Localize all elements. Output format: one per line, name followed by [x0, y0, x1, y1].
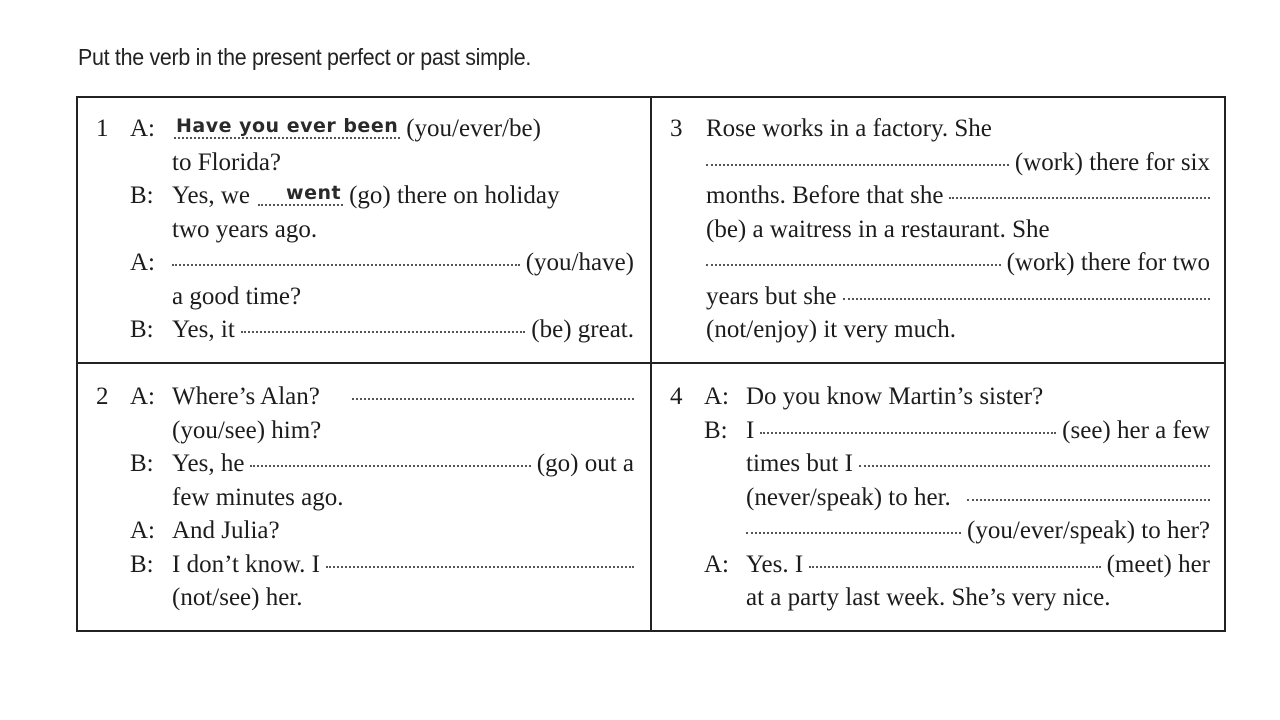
dialogue-text: Yes, he	[172, 450, 245, 477]
ex2-line-4	[78, 481, 650, 515]
exercise-grid	[76, 96, 1226, 632]
ex4-line-2	[652, 414, 1226, 448]
ex4-line-1	[652, 380, 1226, 414]
ex1-line-2	[78, 146, 650, 180]
answer-blank[interactable]	[250, 465, 530, 467]
dialogue-text: And Julia?	[172, 517, 280, 544]
verb-prompt: (see) her a few	[1062, 416, 1210, 444]
exercise-4	[652, 380, 1226, 615]
grid-horizontal-divider	[78, 362, 1224, 364]
dialogue-text: Yes, it	[172, 316, 235, 343]
dialogue-text: (be) a waitress in a restaurant. She	[706, 215, 1050, 243]
verb-prompt: (you/ever/speak) to her?	[967, 517, 1210, 544]
answer-blank[interactable]	[352, 398, 634, 400]
dialogue-text: Where’s Alan?	[172, 383, 320, 410]
dialogue-text: to Florida?	[172, 148, 282, 176]
ex1-line-6	[78, 280, 650, 314]
ex3-line-4	[652, 213, 1226, 247]
ex2-line-3	[78, 447, 650, 481]
speaker-label: B:	[130, 550, 154, 578]
exercise-number: 3	[670, 115, 683, 142]
verb-prompt: (you/have)	[525, 249, 634, 276]
ex1-line-1	[78, 112, 650, 146]
speaker-label: B:	[130, 316, 154, 343]
ex1-line-7	[78, 313, 650, 347]
answer-blank[interactable]	[949, 197, 1210, 199]
ex4-line-4	[652, 481, 1226, 515]
verb-prompt: (work) there for six	[1014, 148, 1210, 176]
dialogue-text: (not/enjoy) it very much.	[706, 316, 956, 343]
speaker-label: B:	[130, 450, 154, 477]
dialogue-text: two years ago.	[172, 215, 318, 243]
answer-blank[interactable]	[760, 432, 1056, 434]
speaker-label: A:	[130, 383, 155, 410]
ex3-line-5	[652, 246, 1226, 280]
exercise-1	[78, 112, 650, 347]
ex3-line-1	[652, 112, 1226, 146]
speaker-label: A:	[130, 115, 155, 142]
ex4-line-7	[652, 581, 1226, 615]
answer-blank[interactable]	[326, 566, 634, 568]
answer-blank[interactable]	[746, 532, 961, 534]
dialogue-text: (never/speak) to her.	[746, 483, 951, 511]
handwritten-answer[interactable]: Have you ever been	[176, 115, 399, 137]
ex3-line-6	[652, 280, 1226, 314]
handwritten-answer[interactable]: went	[258, 182, 343, 206]
verb-prompt: (be) great.	[531, 316, 634, 343]
ex1-line-4	[78, 213, 650, 247]
ex4-line-3	[652, 447, 1226, 481]
ex2-line-1	[78, 380, 650, 414]
speaker-label: B:	[704, 416, 728, 444]
answer-blank[interactable]	[706, 264, 1001, 266]
verb-prompt: (go) there on holiday	[349, 182, 560, 209]
answer-blank[interactable]	[809, 566, 1100, 568]
dialogue-text: years but she	[706, 282, 837, 310]
ex4-line-5	[652, 514, 1226, 548]
dialogue-text: Rose works in a factory. She	[706, 115, 992, 142]
answer-blank[interactable]	[706, 164, 1009, 166]
speaker-label: B:	[130, 182, 154, 209]
answer-blank[interactable]	[859, 465, 1210, 467]
exercise-number: 2	[96, 383, 109, 410]
ex1-line-5	[78, 246, 650, 280]
speaker-label: A:	[704, 550, 729, 578]
ex4-line-6	[652, 548, 1226, 582]
dialogue-text: months. Before that she	[706, 182, 944, 209]
verb-prompt: (you/ever/be)	[406, 115, 541, 142]
answer-blank[interactable]	[172, 264, 520, 266]
dialogue-text: Do you know Martin’s sister?	[746, 383, 1044, 410]
verb-prompt: (go) out a	[536, 450, 634, 477]
dialogue-text: Yes, we	[172, 182, 251, 209]
answer-blank[interactable]	[843, 298, 1210, 300]
dialogue-text: Yes. I	[746, 550, 804, 578]
ex3-line-2	[652, 146, 1226, 180]
dialogue-text: I don’t know. I	[172, 550, 320, 578]
dialogue-text: few minutes ago.	[172, 483, 344, 511]
instruction-heading: Put the verb in the present perfect or past simple.	[78, 44, 532, 70]
dialogue-text: a good time?	[172, 282, 302, 310]
dialogue-text: (not/see) her.	[172, 584, 303, 611]
dialogue-text: at a party last week. She’s very nice.	[746, 584, 1111, 611]
verb-prompt: (meet) her	[1106, 550, 1210, 578]
exercise-number: 1	[96, 115, 109, 142]
ex2-line-5	[78, 514, 650, 548]
ex1-line-3	[78, 179, 650, 213]
ex3-line-7	[652, 313, 1226, 347]
verb-prompt: (work) there for two	[1006, 249, 1210, 276]
speaker-label: A:	[130, 249, 155, 276]
ex2-line-2	[78, 414, 650, 448]
ex3-line-3	[652, 179, 1226, 213]
speaker-label: A:	[704, 383, 729, 410]
ex2-line-6	[78, 548, 650, 582]
answer-blank[interactable]	[241, 331, 526, 333]
exercise-number: 4	[670, 383, 683, 410]
exercise-2	[78, 380, 650, 615]
dialogue-text: I	[746, 416, 755, 444]
dialogue-text: (you/see) him?	[172, 416, 322, 444]
dialogue-text: times but I	[746, 450, 853, 477]
exercise-3	[652, 112, 1226, 347]
answer-blank[interactable]	[967, 499, 1210, 501]
speaker-label: A:	[130, 517, 155, 544]
ex2-line-7	[78, 581, 650, 615]
